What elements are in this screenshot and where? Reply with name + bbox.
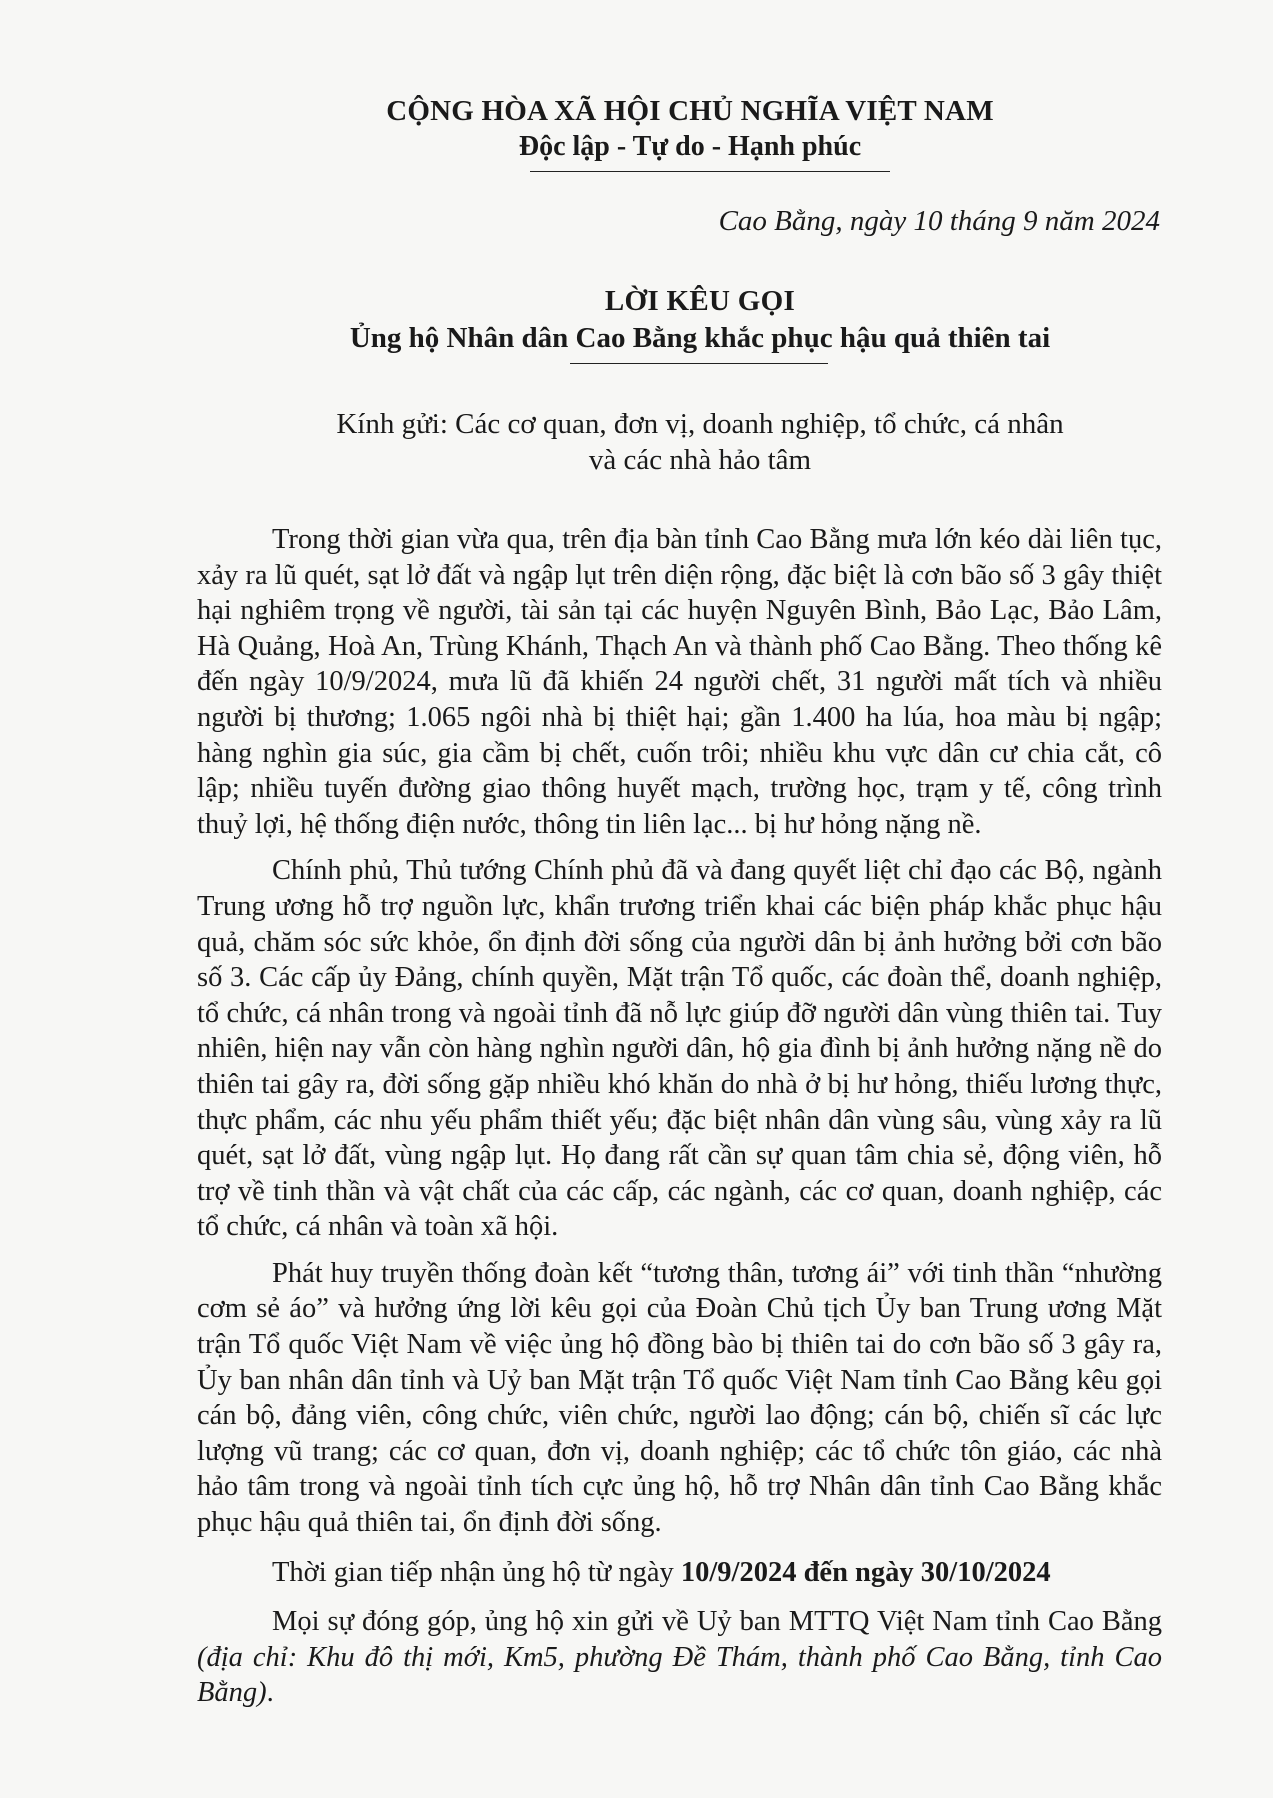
receiving-period-label: Thời gian tiếp nhận ủng hộ từ ngày [272, 1556, 681, 1588]
recipients-line-1: Kính gửi: Các cơ quan, đơn vị, doanh nghiệp, tổ chức, cá nhân [336, 408, 1064, 440]
receiving-period [197, 1555, 1162, 1591]
document-body [197, 522, 1162, 1722]
body-paragraph: Trong thời gian vừa qua, trên địa bàn tỉnh Cao Bằng mưa lớn kéo dài liên tục, xảy ra lũ quét, sạt lở đất và ngập lụt trên diện rộng, đặc biệt là cơn bão số 3 gây thiệt hại nghiêm trọng về người, tài sản tại các huyện Nguyên Bình, Bảo Lạc, Bảo Lâm, Hà Quảng, Hoà An, Trùng Khánh, Thạch An và thành phố Cao Bằng. Theo thống kê đến ngày 10/9/2024, mưa lũ đã khiến 24 người chết, 31 người mất tích và nhiều người bị thương; 1.065 ngôi nhà bị thiệt hại; gần 1.400 ha lúa, hoa màu bị ngập; hàng nghìn gia súc, gia cầm bị chết, cuốn trôi; nhiều khu vực dân cư chia cắt, cô lập; nhiều tuyến đường giao thông huyết mạch, trường học, trạm y tế, công trình thuỷ lợi, hệ thống điện nước, thông tin liên lạc... bị hư hỏng nặng nề. [197, 524, 1162, 840]
receiving-period-range: 10/9/2024 đến ngày 30/10/2024 [680, 1556, 1051, 1588]
document-title: LỜI KÊU GỌI [604, 285, 796, 317]
title-block [240, 283, 1160, 364]
recipients [240, 406, 1160, 478]
contribution-paragraph [197, 1604, 1162, 1711]
nation-title: CỘNG HÒA XÃ HỘI CHỦ NGHĨA VIỆT NAM [386, 95, 994, 127]
contribution-text: Mọi sự đóng góp, ủng hộ xin gửi về Uỷ ban MTTQ Việt Nam tỉnh Cao Bằng [272, 1606, 1162, 1638]
contribution-address: (địa chỉ: Khu đô thị mới, Km5, phường Đề Thám, thành phố Cao Bằng, tỉnh Cao Bằng) [197, 1641, 1162, 1709]
dateline: Cao Bằng, ngày 10 tháng 9 năm 2024 [718, 205, 1160, 237]
body-paragraph: Chính phủ, Thủ tướng Chính phủ đã và đang quyết liệt chỉ đạo các Bộ, ngành Trung ương hỗ trợ nguồn lực, khẩn trương triển khai các biện pháp khắc phục hậu quả, chăm sóc sức khỏe, ổn định đời sống của người dân bị ảnh hưởng bởi cơn bão số 3. Các cấp ủy Đảng, chính quyền, Mặt trận Tổ quốc, các đoàn thể, doanh nghiệp, tổ chức, cá nhân trong và ngoài tỉnh đã nỗ lực giúp đỡ người dân vùng thiên tai. Tuy nhiên, hiện nay vẫn còn hàng nghìn người dân, hộ gia đình bị ảnh hưởng nặng nề do thiên tai gây ra, đời sống gặp nhiều khó khăn do nhà ở bị hư hỏng, thiếu lương thực, thực phẩm, các nhu yếu phẩm thiết yếu; đặc biệt nhân dân vùng sâu, vùng xảy ra lũ quét, sạt lở đất, vùng ngập lụt. Họ đang rất cần sự quan tâm chia sẻ, động viên, hỗ trợ về tinh thần và vật chất của các cấp, các ngành, các cơ quan, doanh nghiệp, các tổ chức, cá nhân và toàn xã hội. [197, 855, 1162, 1243]
document-subtitle: Ủng hộ Nhân dân Cao Bằng khắc phục hậu quả thiên tai [349, 322, 1051, 354]
national-header [330, 93, 1050, 172]
national-motto: Độc lập - Tự do - Hạnh phúc [518, 131, 862, 162]
body-paragraph: Phát huy truyền thống đoàn kết “tương thân, tương ái” với tinh thần “nhường cơm sẻ áo” và hưởng ứng lời kêu gọi của Đoàn Chủ tịch Ủy ban Trung ương Mặt trận Tổ quốc Việt Nam về việc ủng hộ đồng bào bị thiên tai do cơn bão số 3 gây ra, Ủy ban nhân dân tỉnh và Uỷ ban Mặt trận Tổ quốc Việt Nam tỉnh Cao Bằng kêu gọi cán bộ, đảng viên, công chức, viên chức, người lao động; cán bộ, chiến sĩ các lực lượng vũ trang; các cơ quan, đơn vị, doanh nghiệp; các tổ chức tôn giáo, các nhà hảo tâm trong và ngoài tỉnh tích cực ủng hộ, hỗ trợ Nhân dân tỉnh Cao Bằng khắc phục hậu quả thiên tai, ổn định đời sống. [197, 1257, 1162, 1539]
recipients-line-2: và các nhà hảo tâm [588, 444, 812, 476]
title-underline [570, 363, 828, 364]
motto-underline [530, 171, 890, 172]
contribution-end: . [266, 1677, 274, 1709]
